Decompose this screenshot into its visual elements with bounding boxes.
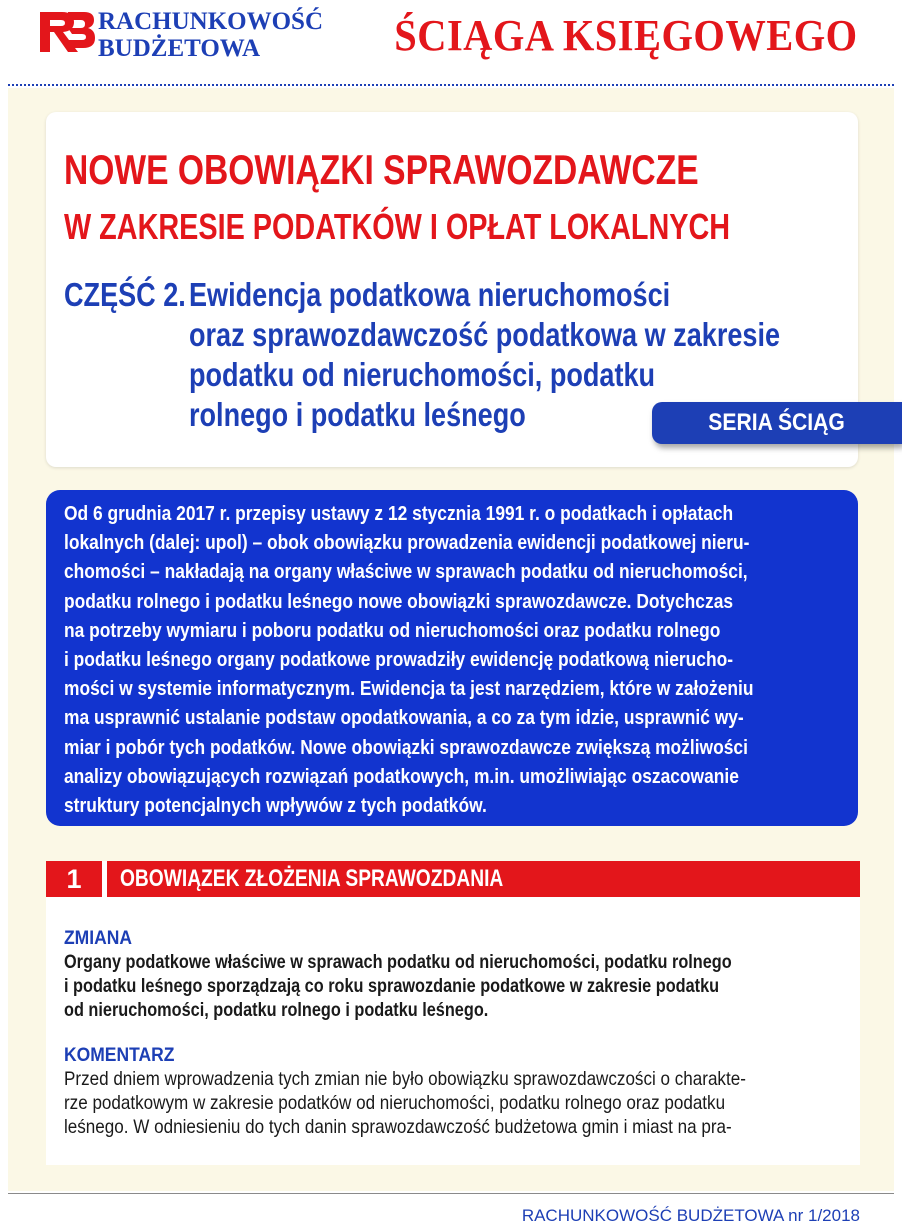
intro-line: i podatku leśnego organy podatkowe prowadziły ewidencję podatkową nierucho-: [64, 649, 734, 672]
series-tab-label: SERIA ŚCIĄG: [708, 409, 846, 436]
intro-line: miar i pobór tych podatków. Nowe obowiązki sprawozdawcze zwiększą możliwości: [64, 736, 748, 759]
article-title-line1: NOWE OBOWIĄZKI SPRAWOZDAWCZE: [64, 146, 699, 193]
change-text-line: od nieruchomości, podatku rolnego i podatku leśnego.: [64, 999, 489, 1021]
change-text-line: i podatku leśnego sporządzają co roku sprawozdanie podatkowe w zakresie podatku: [64, 975, 720, 997]
comment-text-line: Przed dniem wprowadzenia tych zmian nie było obowiązku sprawozdawczości o charakte-: [64, 1068, 746, 1090]
logo-line2: BUDŻETOWA: [98, 35, 261, 62]
part-label: CZĘŚĆ 2.: [64, 276, 186, 313]
subtitle-line: Ewidencja podatkowa nieruchomości: [189, 276, 671, 313]
comment-text-line: rze podatkowym w zakresie podatków od nieruchomości, podatku rolnego oraz podatku: [64, 1092, 726, 1114]
footer-divider: [8, 1193, 894, 1194]
section-header: [46, 861, 860, 897]
intro-line: lokalnych (dalej: upol) – obok obowiązku prowadzenia ewidencji podatkowej nieru-: [64, 532, 750, 555]
rb-logo-icon: [34, 6, 96, 56]
section-divider: [102, 861, 107, 897]
section-number: 1: [66, 864, 82, 894]
change-label-text: ZMIANA: [64, 928, 132, 949]
intro-line: struktury potencjalnych wpływów z tych podatków.: [64, 795, 487, 818]
header-divider: [8, 84, 894, 86]
intro-line: Od 6 grudnia 2017 r. przepisy ustawy z 12 stycznia 1991 r. o podatkach i opłatach: [64, 503, 734, 525]
footer-issue: RACHUNKOWOŚĆ BUDŻETOWA nr 1/2018: [521, 1206, 860, 1225]
change-label: [64, 928, 138, 950]
comment-text-line: leśnego. W odniesieniu do tych danin sprawozdawczość budżetowa gmin i miast na pra-: [64, 1116, 732, 1138]
section-title: OBOWIĄZEK ZŁOŻENIA SPRAWOZDANIA: [120, 865, 504, 892]
series-tab: [652, 402, 902, 444]
subtitle-line: oraz sprawozdawczość podatkowa w zakresie: [189, 316, 781, 353]
change-text-line: Organy podatkowe właściwe w sprawach podatku od nieruchomości, podatku rolnego: [64, 951, 732, 973]
intro-line: ma usprawnić ustalanie podstaw opodatkowania, a co za tym idzie, usprawnić wy-: [64, 707, 744, 730]
logo-wordmark: [98, 8, 323, 62]
subtitle-line: rolnego i podatku leśnego: [189, 396, 526, 433]
intro-box: [46, 490, 858, 826]
subtitle-line: podatku od nieruchomości, podatku: [189, 356, 656, 393]
intro-line: na potrzeby wymiaru i poboru podatku od nieruchomości oraz podatku rolnego: [64, 619, 721, 642]
comment-label-text: KOMENTARZ: [64, 1045, 175, 1066]
logo-line1: RACHUNKOWOŚĆ: [98, 8, 324, 35]
article-title-line2: W ZAKRESIE PODATKÓW I OPŁAT LOKALNYCH: [64, 206, 731, 247]
intro-line: mości w systemie informatycznym. Ewidencja ta jest narzędziem, które w założeniu: [64, 678, 754, 701]
intro-line: podatku rolnego i podatku leśnego nowe obowiązki sprawozdawcze. Dotychczas: [64, 590, 734, 613]
masthead: [0, 0, 902, 82]
comment-label: [64, 1045, 184, 1067]
intro-line: analizy obowiązujących rozwiązań podatkowych, m.in. umożliwiając oszacowanie: [64, 765, 739, 788]
intro-line: chomości – nakładają na organy właściwe w sprawach podatku od nieruchomości,: [64, 561, 748, 584]
magazine-title: ŚCIĄGA KSIĘGOWEGO: [394, 11, 858, 60]
